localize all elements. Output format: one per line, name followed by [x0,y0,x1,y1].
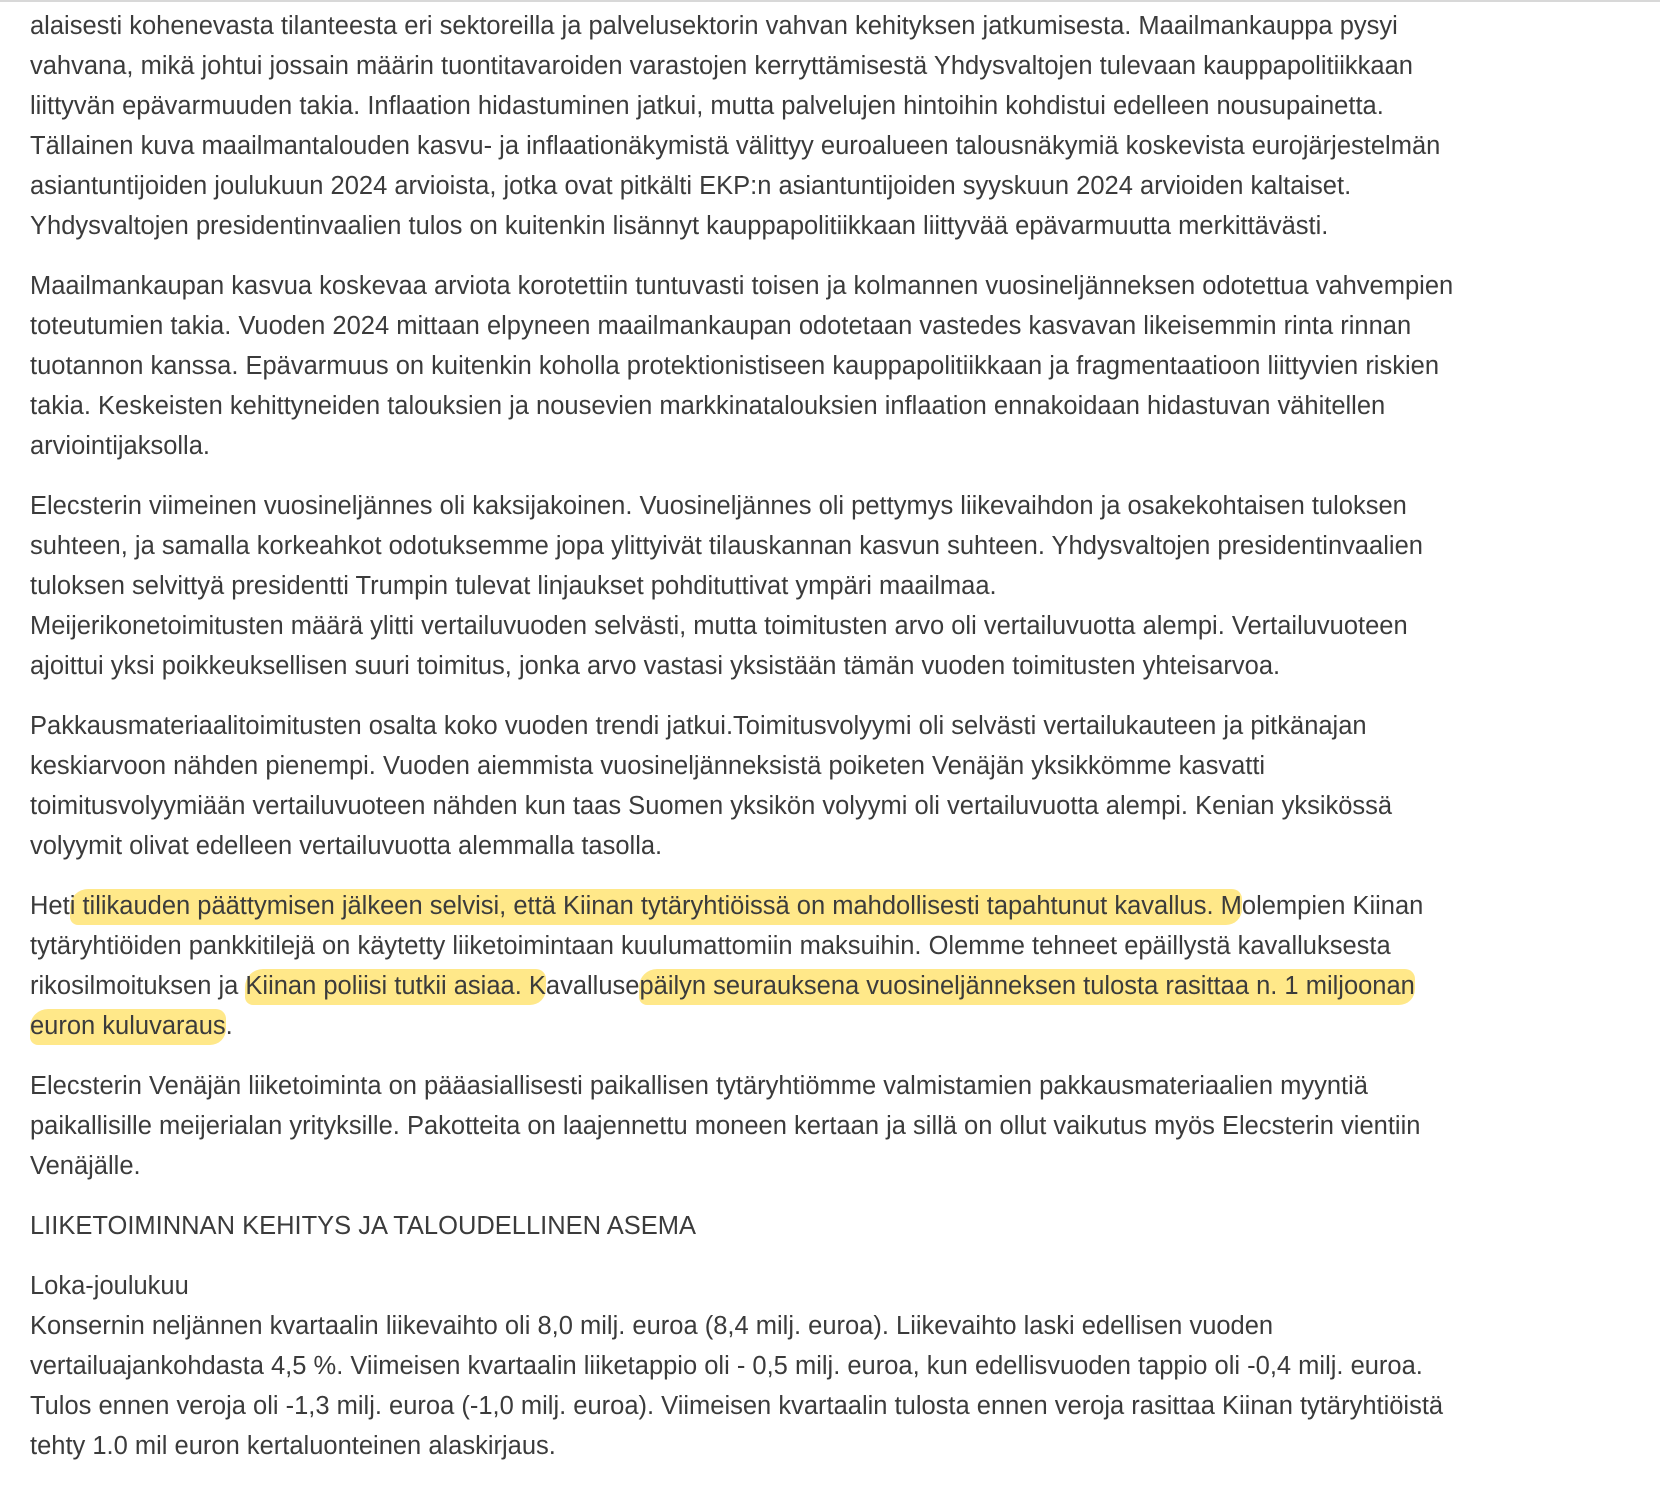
text-line: toimitusvolyymiään vertailuvuoteen nähden kun taas Suomen yksikön volyymi oli vertailuvuotta alempi. Kenian yksikössä [30,792,1393,820]
highlighted-text: päilyn seurauksena vuosineljänneksen tulosta rasittaa n. 1 miljoonan [639,969,1414,1005]
text-line: Tulos ennen veroja oli -1,3 milj. euroa (-1,0 milj. euroa). Viimeisen kvartaalin tulosta ennen veroja rasittaa Kiinan tytäryhtiöistä [30,1392,1444,1420]
paragraph-last-quarter [30,486,1645,686]
text-line: Maailmankaupan kasvua koskevaa arviota korotettiin tuntuvasti toisen ja kolmannen vuosineljänneksen odotettua vahvempien [30,272,1454,300]
text-line: paikallisille meijerialan yrityksille. Pakotteita on laajennettu moneen kertaan ja sillä on ollut vaikutus myös Elecsterin vientiin [30,1112,1421,1140]
text-segment: Het [30,892,70,920]
text-line: liittyvän epävarmuuden takia. Inflaation hidastuminen jatkui, mutta palvelujen hintoihin kohdistui edelleen nousupainetta. [30,92,1384,120]
paragraph-world-trade [30,266,1645,466]
paragraph-world-economy [30,6,1645,246]
text-line: Konsernin neljännen kvartaalin liikevaihto oli 8,0 milj. euroa (8,4 milj. euroa). Liikevaihto laski edellisen vuoden [30,1312,1274,1340]
text-line [30,886,1645,926]
text-segment: avalluse [545,972,640,1000]
text-line [30,1006,1645,1046]
text-line: vahvana, mikä johtui jossain määrin tuontitavaroiden varastojen kerryttämisestä Yhdysvaltojen tulevaan kauppapolitiikkaan [30,52,1413,80]
text-line: Yhdysvaltojen presidentinvaalien tulos on kuitenkin lisännyt kauppapolitiikkaan liittyvää epävarmuutta merkittävästi. [30,212,1329,240]
paragraph-russia-business [30,1066,1645,1186]
top-divider [0,0,1660,2]
highlighted-text: Kiinan poliisi tutkii asiaa. K [245,969,545,1005]
paragraph-packaging [30,706,1645,866]
text-line: Tällainen kuva maailmantalouden kasvu- ja inflaationäkymistä välittyy euroalueen talousnäkymiä koskevista eurojärjestelmän [30,132,1441,160]
text-line: Pakkausmateriaalitoimitusten osalta koko vuoden trendi jatkui.Toimitusvolyymi oli selvästi vertailukauteen ja pitkänajan [30,712,1367,740]
text-line: Venäjälle. [30,1152,141,1180]
section-heading-text: LIIKETOIMINNAN KEHITYS JA TALOUDELLINEN ASEMA [30,1212,697,1240]
section-heading [30,1206,1645,1246]
text-line: tytäryhtiöiden pankkitilejä on käytetty liiketoimintaan kuulumattomiin maksuihin. Olemme tehneet epäillystä kavalluksesta [30,932,1391,960]
text-line: alaisesti kohenevasta tilanteesta eri sektoreilla ja palvelusektorin vahvan kehityksen jatkumisesta. Maailmankauppa pysyi [30,12,1398,40]
paragraph-q4-figures [30,1266,1645,1466]
text-line: Elecsterin viimeinen vuosineljännes oli kaksijakoinen. Vuosineljännes oli pettymys liikevaihdon ja osakekohtaisen tuloksen [30,492,1407,520]
text-line: keskiarvoon nähden pienempi. Vuoden aiemmista vuosineljänneksistä poiketen Venäjän yksikkömme kasvatti [30,752,1266,780]
text-line: tehty 1.0 mil euron kertaluonteinen alaskirjaus. [30,1432,556,1460]
text-line: toteutumien takia. Vuoden 2024 mittaan elpyneen maailmankaupan odotetaan vastedes kasvavan likeisemmin rinta rinnan [30,312,1412,340]
text-line: ajoittui yksi poikkeuksellisen suuri toimitus, jonka arvo vastasi yksistään tämän vuoden toimitusten yhteisarvoa. [30,652,1281,680]
document-body [30,6,1645,1486]
text-line: Meijerikonetoimitusten määrä ylitti vertailuvuoden selvästi, mutta toimitusten arvo oli vertailuvuotta alempi. Vertailuvuoteen [30,612,1408,640]
highlighted-text: i tilikauden päättymisen jälkeen selvisi, että Kiinan tytäryhtiöissä on mahdollisesti tapahtunut kavallus. M [70,889,1242,925]
text-line: asiantuntijoiden joulukuun 2024 arvioista, jotka ovat pitkälti EKP:n asiantuntijoiden syyskuun 2024 arvioiden kaltaiset. [30,172,1352,200]
text-segment: rikosilmoituksen ja [30,972,246,1000]
text-line: tuloksen selvittyä presidentti Trumpin tulevat linjaukset pohdituttivat ympäri maailmaa. [30,572,997,600]
text-line: arviointijaksolla. [30,432,210,460]
text-line [30,966,1645,1006]
text-line: Elecsterin Venäjän liiketoiminta on pääasiallisesti paikallisen tytäryhtiömme valmistamien pakkausmateriaalien myyntiä [30,1072,1368,1100]
text-line: volyymit olivat edelleen vertailuvuotta alemmalla tasolla. [30,832,663,860]
text-line: tuotannon kanssa. Epävarmuus on kuitenkin koholla protektionistiseen kauppapolitiikkaan ja fragmentaatioon liittyvien riskien [30,352,1439,380]
paragraph-china-embezzlement [30,886,1645,1046]
text-line: vertailuajankohdasta 4,5 %. Viimeisen kvartaalin liiketappio oli - 0,5 milj. euroa, kun edellisvuoden tappio oli -0,4 milj. euroa. [30,1352,1423,1380]
text-line: takia. Keskeisten kehittyneiden talouksien ja nousevien markkinatalouksien inflaation ennakoidaan hidastuvan vähitellen [30,392,1386,420]
text-line: suhteen, ja samalla korkeahkot odotuksemme jopa ylittyivät tilauskannan kasvun suhteen. Yhdysvaltojen presidentinvaalien [30,532,1423,560]
highlighted-text: euron kuluvaraus [30,1009,226,1045]
text-segment: olempien Kiinan [1241,892,1424,920]
text-segment: . [225,1012,233,1040]
subheading: Loka-joulukuu [30,1272,189,1300]
